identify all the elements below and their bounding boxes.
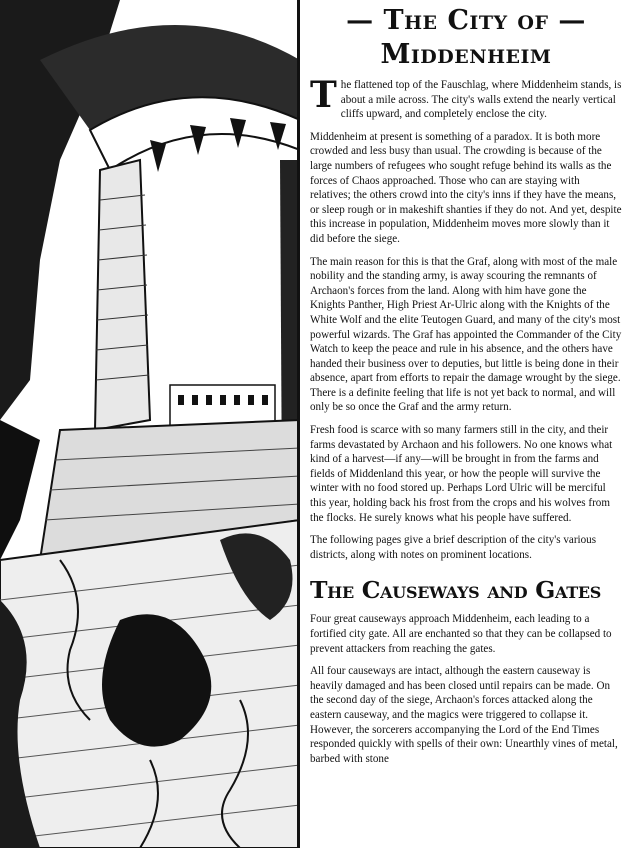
drop-cap: T [310, 74, 337, 116]
text-column [310, 0, 622, 848]
intro-paragraph [310, 74, 622, 122]
title-dash-left: — [346, 5, 374, 36]
title-dash-right: — [558, 5, 586, 36]
page-title [310, 4, 622, 72]
title-line-2: Middenheim [380, 39, 552, 70]
title-line-1: The City of [383, 5, 549, 36]
body-paragraph: Middenheim at present is something of a paradox. It is both more crowded and less busy than usual. The crowding is because of the large numbers of refugees who sought refuge behind its walls as the forces of Chaos approached. Those who can are staying with relatives; the others crowd into the city's inns if they have the means, or sleep rough or in makeshift shanties if they do not. And yet, despite this increase in population, Middenheim moves more slowly than it did before the siege. [310, 130, 622, 245]
city-wall-illustration [0, 0, 300, 848]
body-paragraph: The following pages give a brief description of the city's various districts, along with notes on prominent locations. [310, 534, 597, 561]
intro-paragraph-text: he flattened top of the Fauschlag, where Middenheim stands, is about a mile across. The city's walls extend the nearly vertical cliffs upward, and completely enclose the city. [340, 79, 622, 121]
body-paragraph: Fresh food is scarce with so many farmers still in the city, and their farms devastated by Archaon and his followers. No one knows what kind of a harvest—if any—will be brought in from the farms and fields of Middenland this year, or how the people will survive the winter with no food stored up. Perhaps Lord Ulric will be merciful this year, holding back his frost from the crops and his wolves from the flocks. He surely knows what his people have suffered. [310, 424, 613, 524]
section-heading: The Causeways and Gates [310, 576, 601, 605]
ruined-arch-drawing [0, 0, 300, 848]
body-paragraph: The main reason for this is that the Graf, along with most of the male nobility and the standing army, is away scouring the remnants of Archaon's forces from the land. Along with him have gone the Knights Panther, High Priest Ar-Ulric along with the Knights of the White Wolf and the elite Teutogen Guard, and many of the city's most powerful wizards. The Graf has appointed the Commander of the City Watch to keep the peace and rule in his absence, and the others have handed their business over to deputies, but little is being done in their absence, apart from efforts to repair the damage wrought by the siege. There is a definite feeling that life is not yet back to normal, and will only be so once the Graf and the army return. [310, 255, 622, 414]
section-paragraph: Four great causeways approach Middenheim, each leading to a fortified city gate. All are enchanted so that they can be collapsed to prevent attackers from reaching the gates. [310, 613, 612, 655]
section-paragraph: All four causeways are intact, although the eastern causeway is heavily damaged and has been closed until repairs can be made. On the second day of the siege, Archaon's forces attacked along the eastern causeway, and the magics were triggered to collapse it. However, the sorcerers accompanying the Lord of the End Times responded quickly with spells of their own: Unearthly vines of metal, barbed with stone [310, 665, 618, 765]
